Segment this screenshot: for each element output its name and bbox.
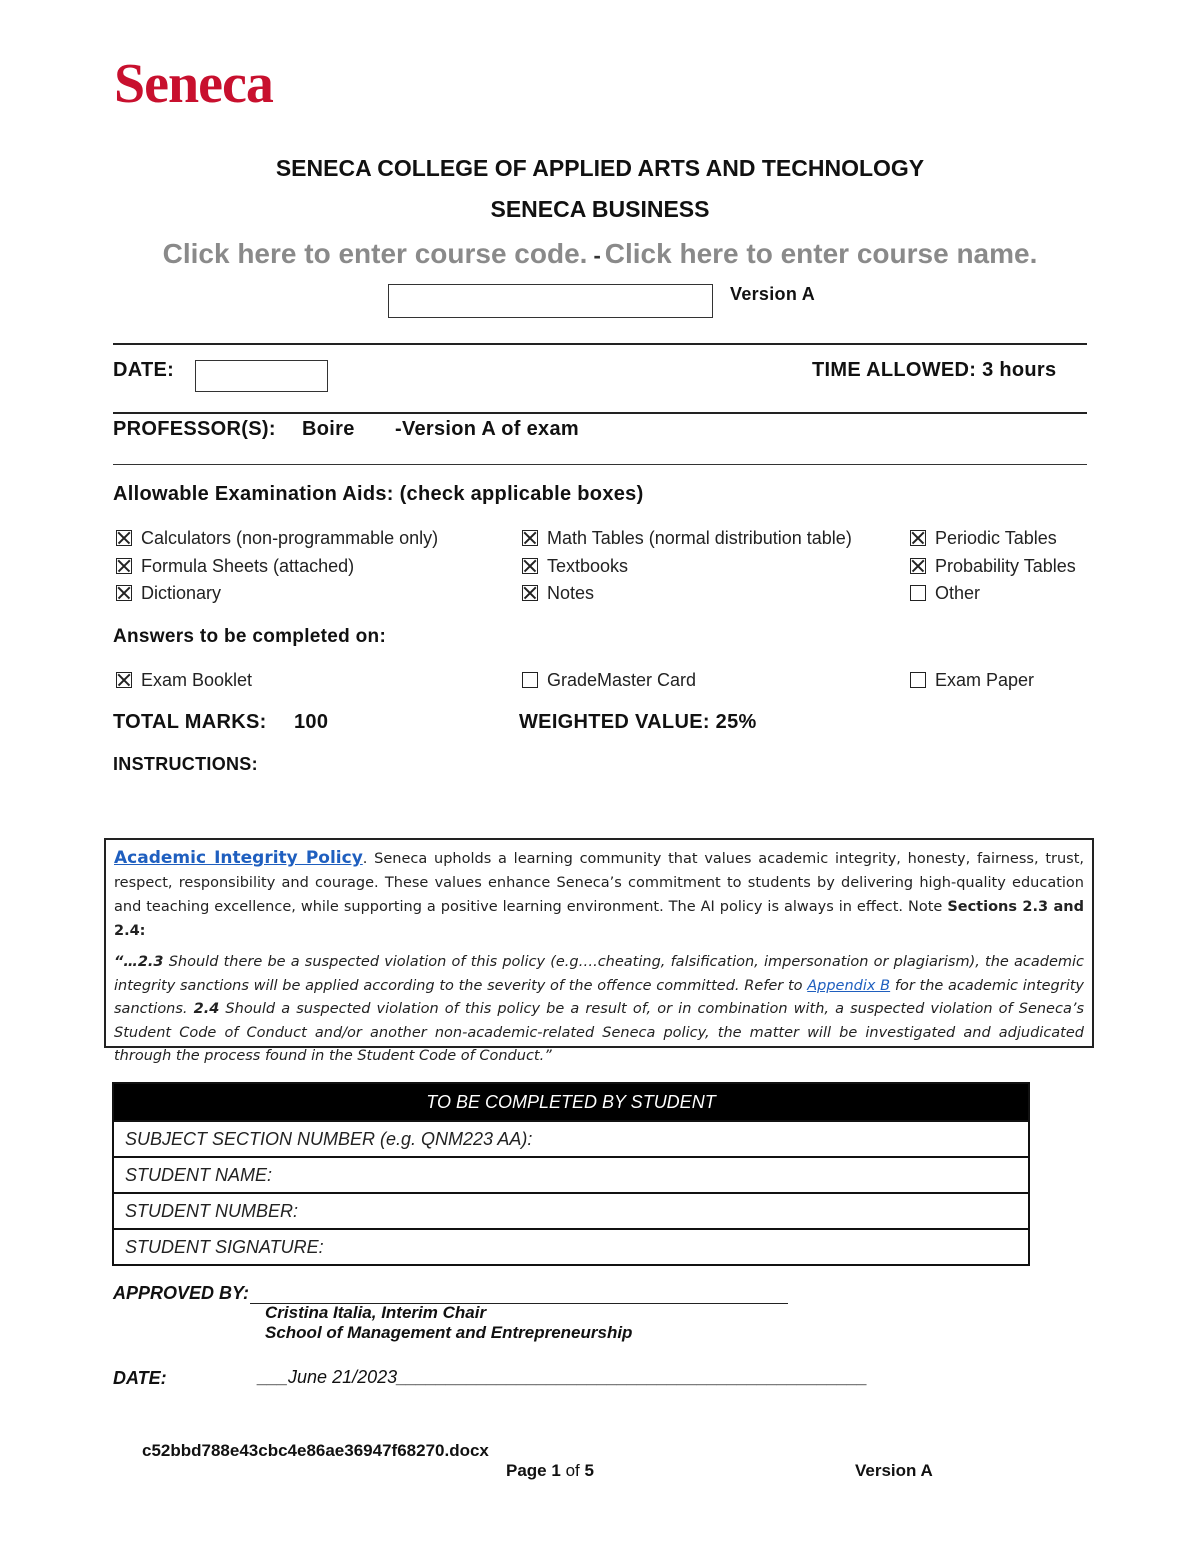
answers-title: Answers to be completed on: — [113, 626, 387, 647]
course-code-field[interactable]: Click here to enter course code. — [162, 238, 588, 269]
course-name-field[interactable]: Click here to enter course name. — [604, 238, 1038, 269]
approval-date-label: DATE: — [113, 1368, 167, 1388]
checkbox-checked-icon[interactable] — [522, 585, 538, 601]
aid-notes[interactable]: Notes — [522, 581, 594, 605]
date-input[interactable] — [195, 360, 328, 392]
footer-page-number: Page 1 of 5 — [506, 1461, 594, 1480]
divider — [113, 464, 1087, 465]
aids-title: Allowable Examination Aids: (check applicable boxes) — [113, 483, 644, 505]
aid-textbooks[interactable]: Textbooks — [522, 554, 628, 578]
checkbox-checked-icon[interactable] — [910, 530, 926, 546]
divider — [113, 412, 1087, 414]
aid-periodic-tables[interactable]: Periodic Tables — [910, 526, 1057, 550]
aid-calculators[interactable]: Calculators (non-programmable only) — [116, 526, 438, 550]
footer-filename: c52bbd788e43cbc4e86ae36947f68270.docx — [142, 1441, 489, 1460]
date-label: DATE: — [113, 359, 175, 381]
aid-formula-sheets[interactable]: Formula Sheets (attached) — [116, 554, 354, 578]
checkbox-checked-icon[interactable] — [116, 585, 132, 601]
exam-version: -Version A of exam — [395, 418, 579, 440]
student-number-field[interactable]: STUDENT NUMBER: — [114, 1192, 1028, 1228]
approver-name: Cristina Italia, Interim Chair — [265, 1303, 487, 1322]
professor-label: PROFESSOR(S): — [113, 418, 276, 440]
seneca-logo: Seneca — [114, 53, 273, 115]
checkbox-checked-icon[interactable] — [116, 672, 132, 688]
approval-date: ___June 21/2023_______________________________________________ — [258, 1367, 868, 1387]
checkbox-checked-icon[interactable] — [116, 558, 132, 574]
total-marks-label: TOTAL MARKS: — [113, 711, 267, 733]
aid-math-tables[interactable]: Math Tables (normal distribution table) — [522, 526, 852, 550]
checkbox-checked-icon[interactable] — [522, 558, 538, 574]
answer-grademaster-card[interactable]: GradeMaster Card — [522, 668, 696, 692]
answer-exam-booklet[interactable]: Exam Booklet — [116, 668, 252, 692]
checkbox-checked-icon[interactable] — [910, 558, 926, 574]
version-label: Version A — [730, 284, 816, 304]
course-heading — [0, 238, 1200, 270]
appendix-link[interactable]: Appendix B — [807, 977, 891, 994]
subject-section-field[interactable]: SUBJECT SECTION NUMBER (e.g. QNM223 AA): — [114, 1120, 1028, 1156]
answer-exam-paper[interactable]: Exam Paper — [910, 668, 1034, 692]
professor-name: Boire — [302, 418, 355, 440]
checkbox-checked-icon[interactable] — [116, 530, 132, 546]
course-dash: - — [593, 243, 601, 268]
student-info-table — [112, 1082, 1030, 1266]
checkbox-empty-icon[interactable] — [910, 672, 926, 688]
instructions-label: INSTRUCTIONS: — [113, 754, 258, 774]
total-marks-value: 100 — [294, 711, 329, 733]
student-table-header: TO BE COMPLETED BY STUDENT — [114, 1084, 1028, 1120]
policy-link[interactable]: Academic Integrity Policy — [114, 848, 363, 868]
approver-dept: School of Management and Entrepreneurship — [265, 1323, 633, 1342]
academic-integrity-box: Academic Integrity Policy. Seneca upholds a learning community that values academic integrity, honesty, fairness, trust, respect, responsibility and courage. These values enhance Seneca’s commitment to students by delivering high-quality education and teaching excellence, while supporting a positive learning environment. The AI policy is always in effect. Note Sections 2.3 and 2.4: “…2.3 Should there be a suspected violation of this policy (e.g….cheating, falsification, impersonation or plagiarism), the academic integrity sanctions will be applied according to the severity of the offence committed. Refer to Appendix B for the academic integrity sanctions. 2.4 Should a suspected violation of this policy be a result of, or in combination with, a suspected violation of Seneca’s Student Code of Conduct and/or another non-academic-related Seneca policy, the matter will be investigated and adjudicated through the process found in the Student Code of Conduct.” — [104, 838, 1094, 1048]
aid-other[interactable]: Other — [910, 581, 980, 605]
checkbox-empty-icon[interactable] — [522, 672, 538, 688]
aid-dictionary[interactable]: Dictionary — [116, 581, 221, 605]
student-name-field[interactable]: STUDENT NAME: — [114, 1156, 1028, 1192]
aid-probability-tables[interactable]: Probability Tables — [910, 554, 1076, 578]
course-section-input[interactable] — [388, 284, 713, 318]
divider — [113, 343, 1087, 345]
school-title: SENECA BUSINESS — [490, 196, 710, 222]
approved-label: APPROVED BY: — [113, 1283, 250, 1303]
checkbox-empty-icon[interactable] — [910, 585, 926, 601]
student-signature-field[interactable]: STUDENT SIGNATURE: — [114, 1228, 1028, 1264]
footer-version: Version A — [855, 1461, 933, 1480]
college-title: SENECA COLLEGE OF APPLIED ARTS AND TECHNOLOGY — [275, 155, 925, 181]
time-allowed: TIME ALLOWED: 3 hours — [812, 359, 1057, 381]
checkbox-checked-icon[interactable] — [522, 530, 538, 546]
weighted-value: WEIGHTED VALUE: 25% — [519, 711, 757, 733]
